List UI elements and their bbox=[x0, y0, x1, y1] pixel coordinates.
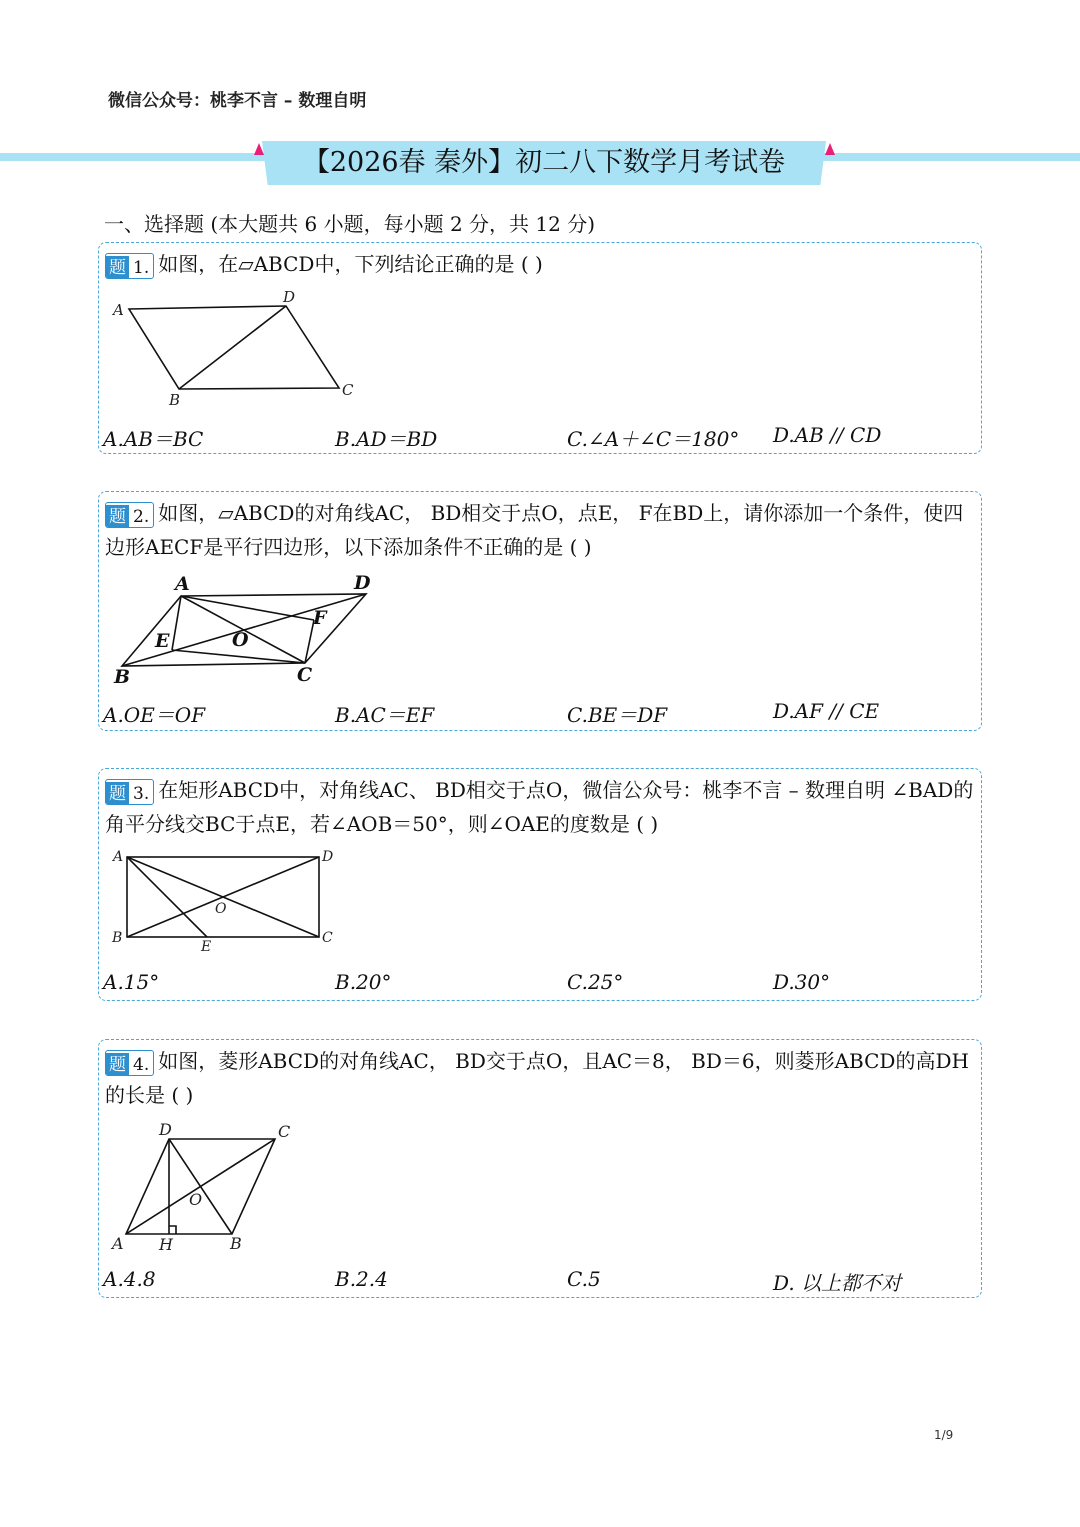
label-O: O bbox=[215, 901, 227, 917]
label-A: A bbox=[175, 573, 190, 595]
label-O: O bbox=[232, 629, 249, 651]
question-tag: 题 4. bbox=[105, 1050, 154, 1076]
question-1-text-block bbox=[105, 247, 975, 281]
option-a[interactable]: A.15° bbox=[103, 970, 160, 994]
question-4 bbox=[98, 1039, 982, 1298]
section-heading: 一、选择题 (本大题共 6 小题，每小题 2 分，共 12 分) bbox=[104, 212, 596, 236]
question-1-stem: 如图，在▱ABCD中，下列结论正确的是 ( ) bbox=[158, 252, 543, 276]
option-d[interactable]: D. 以上都不对 bbox=[773, 1271, 902, 1295]
question-3 bbox=[98, 768, 982, 1001]
wechat-header: 微信公众号：桃李不言 – 数理自明 bbox=[108, 91, 367, 111]
label-C: C bbox=[322, 930, 333, 946]
label-B: B bbox=[114, 666, 131, 688]
option-b[interactable]: B.AD＝BD bbox=[335, 427, 438, 451]
question-2 bbox=[98, 491, 982, 731]
rhombus-figure bbox=[109, 1120, 309, 1250]
label-D: D bbox=[283, 288, 296, 306]
parallelogram-diagonals-figure bbox=[109, 570, 389, 690]
question-3-stem: 在矩形ABCD中，对角线AC、 BD相交于点O，微信公众号：桃李不言 – 数理自明 ∠BAD的角平分线交BC于点E，若∠AOB＝50°，则∠OAE的度数是 ( ) bbox=[105, 778, 974, 836]
label-O: O bbox=[189, 1190, 203, 1209]
page-title: 【2026春 秦外】初二八下数学月考试卷 bbox=[302, 147, 786, 178]
rectangle-figure bbox=[107, 847, 347, 957]
question-tag: 题 2. bbox=[105, 502, 154, 528]
option-b[interactable]: B.2.4 bbox=[335, 1267, 388, 1291]
label-C: C bbox=[297, 664, 313, 686]
label-H: H bbox=[159, 1235, 173, 1250]
question-2-stem: 如图，▱ABCD的对角线AC， BD相交于点O，点E， F在BD上，请你添加一个条件，使四边形AECF是平行四边形，以下添加条件不正确的是 ( ) bbox=[105, 501, 964, 559]
question-4-stem: 如图，菱形ABCD的对角线AC， BD交于点O，且AC＝8， BD＝6，则菱形ABCD的高DH的长是 ( ) bbox=[105, 1049, 969, 1107]
label-E: E bbox=[201, 939, 212, 955]
banner-right-marker bbox=[825, 143, 835, 155]
option-c[interactable]: C.5 bbox=[567, 1267, 601, 1291]
option-c[interactable]: C.BE＝DF bbox=[567, 703, 668, 727]
option-a[interactable]: A.4.8 bbox=[103, 1267, 156, 1291]
question-3-text-block bbox=[105, 773, 975, 841]
option-b[interactable]: B.AC＝EF bbox=[335, 703, 435, 727]
option-a[interactable]: A.OE＝OF bbox=[103, 703, 206, 727]
question-tag: 题 3. bbox=[105, 779, 154, 805]
label-E: E bbox=[155, 630, 170, 652]
parallelogram-figure bbox=[109, 288, 369, 408]
label-A: A bbox=[113, 301, 124, 319]
question-1 bbox=[98, 242, 982, 454]
question-4-text-block bbox=[105, 1044, 975, 1112]
label-D: D bbox=[322, 849, 334, 865]
question-2-text-block bbox=[105, 496, 975, 564]
option-c[interactable]: C.∠A＋∠C＝180° bbox=[567, 427, 740, 451]
label-F: F bbox=[313, 607, 327, 629]
label-B: B bbox=[230, 1234, 242, 1250]
label-A: A bbox=[112, 1234, 124, 1250]
option-d[interactable]: D.AB // CD bbox=[773, 423, 882, 447]
label-D: D bbox=[354, 572, 371, 594]
option-b[interactable]: B.20° bbox=[335, 970, 392, 994]
label-C: C bbox=[278, 1122, 291, 1141]
question-tag: 题 1. bbox=[105, 253, 154, 279]
label-B: B bbox=[169, 391, 181, 408]
label-B: B bbox=[112, 930, 123, 946]
page-number: 1/9 bbox=[934, 1428, 954, 1442]
label-D: D bbox=[159, 1120, 172, 1139]
option-a[interactable]: A.AB＝BC bbox=[103, 427, 204, 451]
label-A: A bbox=[113, 849, 124, 865]
label-C: C bbox=[342, 381, 354, 399]
option-c[interactable]: C.25° bbox=[567, 970, 624, 994]
option-d[interactable]: D.AF // CE bbox=[773, 699, 880, 723]
option-d[interactable]: D.30° bbox=[773, 970, 831, 994]
